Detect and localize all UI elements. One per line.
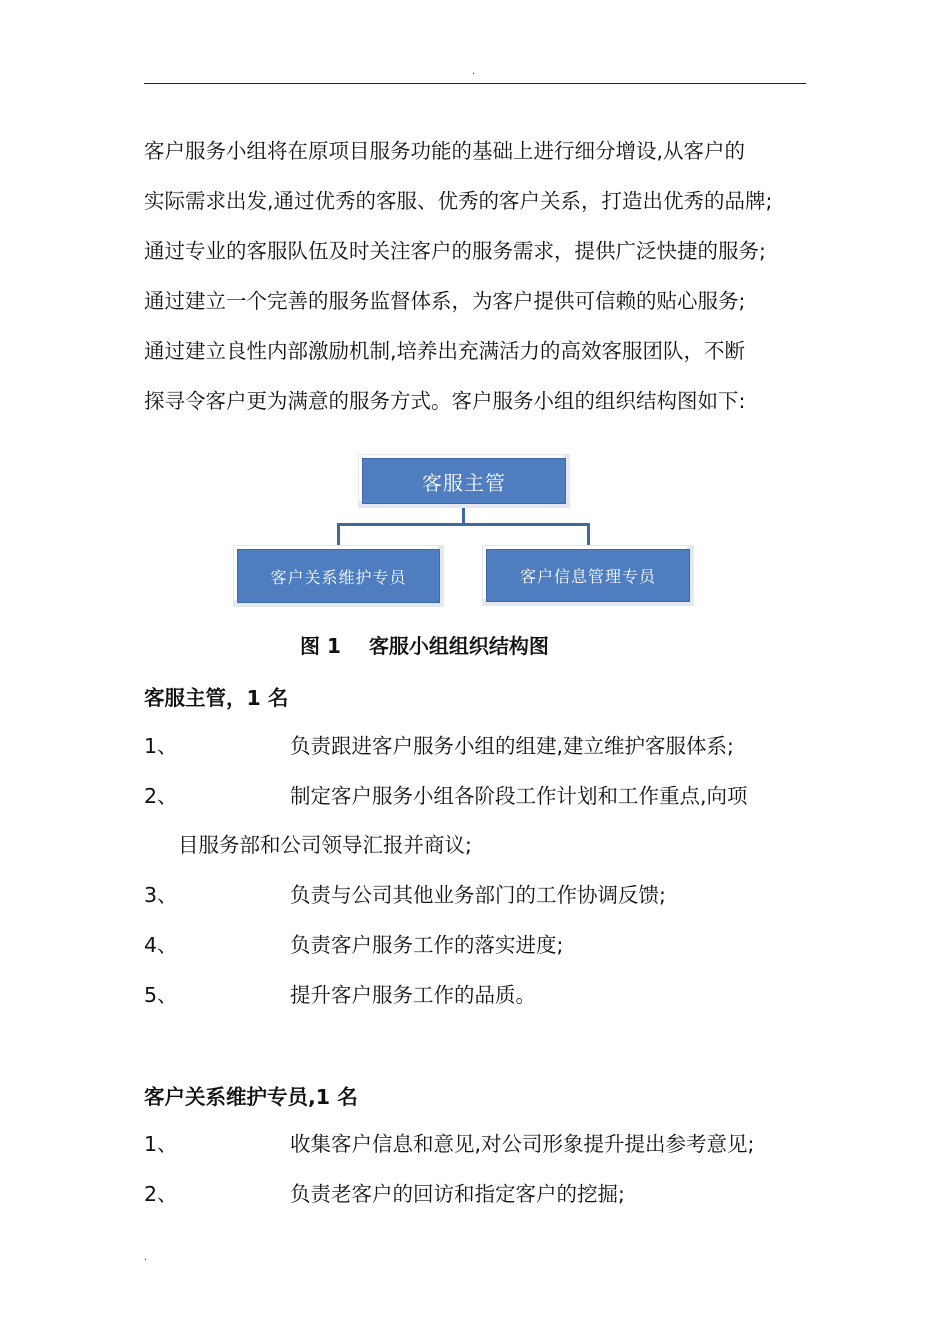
- list-number: 3、: [144, 883, 178, 907]
- list-text: 负责客户服务工作的落实进度;: [290, 933, 564, 957]
- list-text: 提升客户服务工作的品质。: [290, 983, 536, 1007]
- figure-label: 图 1: [300, 634, 341, 658]
- figure-title: 客服小组组织结构图: [368, 634, 549, 658]
- intro-line: 探寻令客户更为满意的服务方式。客户服务小组的组织结构图如下:: [144, 389, 746, 413]
- list-number: 1、: [144, 734, 178, 758]
- org-node-supervisor: 客服主管: [362, 458, 566, 504]
- org-node-relationship-specialist: 客户关系维护专员: [237, 549, 440, 603]
- footer-mark: .: [144, 1252, 148, 1263]
- connector-horizontal: [337, 523, 590, 526]
- org-node-information-specialist: 客户信息管理专员: [486, 549, 690, 602]
- list-text: 负责与公司其他业务部门的工作协调反馈;: [290, 883, 666, 907]
- list-number: 2、: [144, 1182, 178, 1206]
- intro-line: 通过建立一个完善的服务监督体系，为客户提供可信赖的贴心服务;: [144, 289, 746, 313]
- list-number: 4、: [144, 933, 178, 957]
- section-heading-supervisor: 客服主管，1 名: [144, 686, 289, 710]
- intro-line: 实际需求出发,通过优秀的客服、优秀的客户关系，打造出优秀的品牌;: [144, 189, 773, 213]
- intro-line: 通过建立良性内部激励机制,培养出充满活力的高效客服团队，不断: [144, 339, 746, 363]
- connector-vertical-left: [337, 523, 340, 547]
- header-rule: [144, 83, 806, 84]
- list-number: 5、: [144, 983, 178, 1007]
- intro-line: 通过专业的客服队伍及时关注客户的服务需求，提供广泛快捷的服务;: [144, 239, 766, 263]
- connector-vertical-right: [587, 523, 590, 547]
- list-text-continuation: 目服务部和公司领导汇报并商议;: [178, 833, 472, 857]
- list-text: 制定客户服务小组各阶段工作计划和工作重点,向项: [290, 784, 748, 808]
- connector-vertical-top: [462, 505, 465, 525]
- list-number: 2、: [144, 784, 178, 808]
- section-heading-relationship-specialist: 客户关系维护专员,1 名: [144, 1085, 358, 1109]
- list-text: 负责老客户的回访和指定客户的挖掘;: [290, 1182, 625, 1206]
- figure-caption: [300, 630, 549, 659]
- list-text: 负责跟进客户服务小组的组建,建立维护客服体系;: [290, 734, 734, 758]
- list-number: 1、: [144, 1132, 178, 1156]
- intro-paragraph: [144, 126, 834, 426]
- header-mark: .: [472, 66, 476, 77]
- intro-line: 客户服务小组将在原项目服务功能的基础上进行细分增设,从客户的: [144, 139, 746, 163]
- list-text: 收集客户信息和意见,对公司形象提升提出参考意见;: [290, 1132, 755, 1156]
